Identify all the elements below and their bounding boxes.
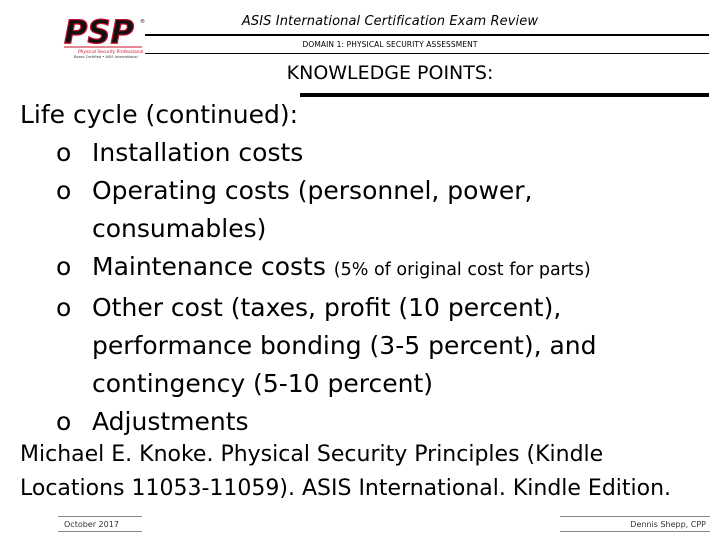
header-title: ASIS International Certification Exam Review (241, 14, 539, 29)
citation: Michael E. Knoke. Physical Security Principles (Kindle Locations 11053-11059). ASIS International. Kindle Edition. (20, 442, 672, 501)
bullet-item (56, 289, 706, 403)
bullet-marker-icon: o (56, 176, 72, 205)
footer-date: October 2017 (58, 516, 142, 532)
bullet-note: (5% of original cost for parts) (333, 260, 591, 280)
bullet-item (56, 172, 706, 248)
bullet-marker-icon: o (56, 293, 72, 322)
header-divider (145, 34, 709, 36)
bullet-text: Installation costs (92, 138, 304, 167)
bullet-marker-icon: o (56, 138, 72, 167)
logo-text: PSP (64, 13, 134, 51)
logo-subtitle: Physical Security Professional (78, 50, 144, 55)
bullet-marker-icon: o (56, 252, 72, 281)
footer-author: Dennis Shepp, CPP (560, 516, 710, 532)
header-divider-2 (145, 53, 709, 54)
bullet-item (56, 403, 706, 441)
domain-label: DOMAIN 1: PHYSICAL SECURITY ASSESSMENT (302, 40, 478, 49)
logo-tagline: Board Certified • ASIS International (74, 55, 138, 59)
bullet-text: Adjustments (92, 407, 249, 436)
bullet-text: Other cost (taxes, profit (10 percent), performance bonding (3-5 percent), and contingency (5-10 percent) (92, 293, 597, 398)
section-rule (300, 93, 709, 97)
bullet-item (56, 248, 706, 289)
slide-heading: Life cycle (continued): (20, 100, 299, 129)
bullet-marker-icon: o (56, 407, 72, 436)
section-title: KNOWLEDGE POINTS: (286, 62, 494, 84)
bullet-list (56, 134, 706, 441)
svg-text:®: ® (140, 19, 145, 25)
bullet-text: Maintenance costs (92, 252, 334, 281)
bullet-item (56, 134, 706, 172)
bullet-text: Operating costs (personnel, power, consumables) (92, 176, 533, 243)
